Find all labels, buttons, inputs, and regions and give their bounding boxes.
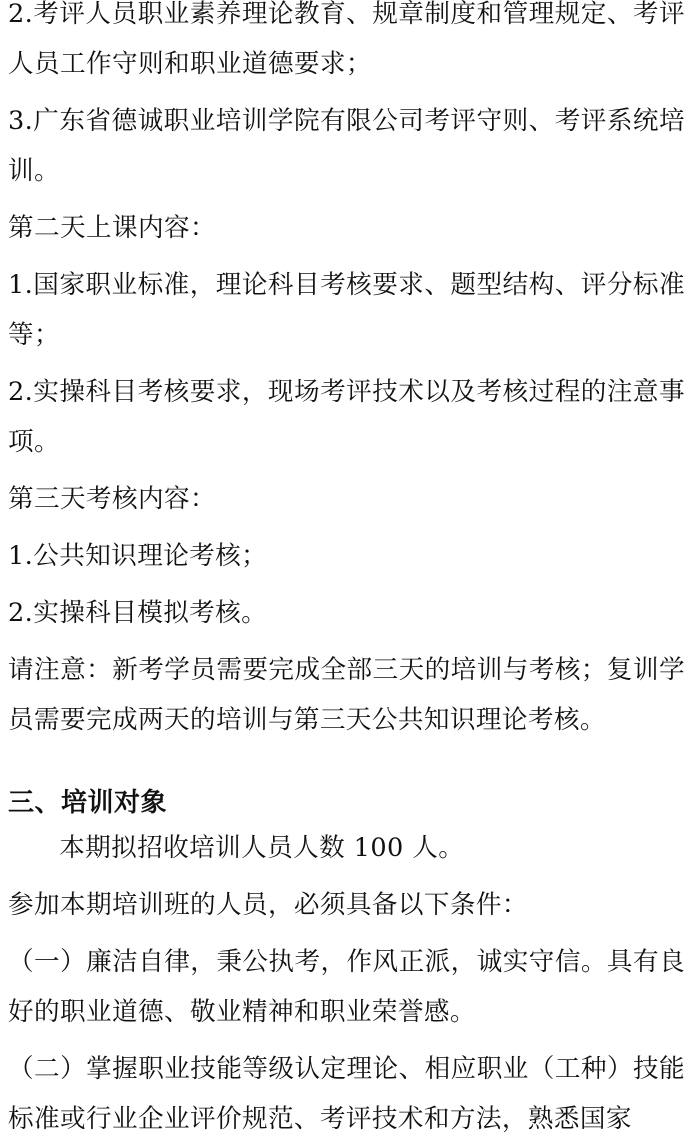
day-two-heading: 第二天上课内容： [8,213,216,243]
condition-two: （二）掌握职业技能等级认定理论、相应职业（工种）技能标准或行业企业评价规范、考评技术和方法，熟悉国家 [8,1054,685,1134]
paragraph-item-2-qualifications: 2.考评人员职业素养理论教育、规章制度和管理规定、考评人员工作守则和职业道德要求； [8,0,685,79]
day-two-item-1: 1.国家职业标准，理论科目考核要求、题型结构、评分标准等； [8,270,685,350]
day-three-item-1: 1.公共知识理论考核； [8,541,268,571]
attention-note: 请注意：新考学员需要完成全部三天的培训与考核；复训学员需要完成两天的培训与第三天公共知识理论考核。 [8,655,685,735]
section-heading-training-targets: 三、培训对象 [8,788,168,818]
paragraph-item-3-training: 3.广东省德诚职业培训学院有限公司考评守则、考评系统培训。 [8,106,685,186]
day-three-item-2: 2.实操科目模拟考核。 [8,598,268,628]
day-three-heading: 第三天考核内容： [8,484,216,514]
eligibility-intro: 参加本期培训班的人员，必须具备以下条件： [8,890,528,920]
enrollment-count: 本期拟招收培训人员人数 100 人。 [59,833,465,863]
condition-one: （一）廉洁自律，秉公执考，作风正派，诚实守信。具有良好的职业道德、敬业精神和职业荣誉感。 [8,947,685,1027]
day-two-item-2: 2.实操科目考核要求，现场考评技术以及考核过程的注意事项。 [8,377,685,457]
